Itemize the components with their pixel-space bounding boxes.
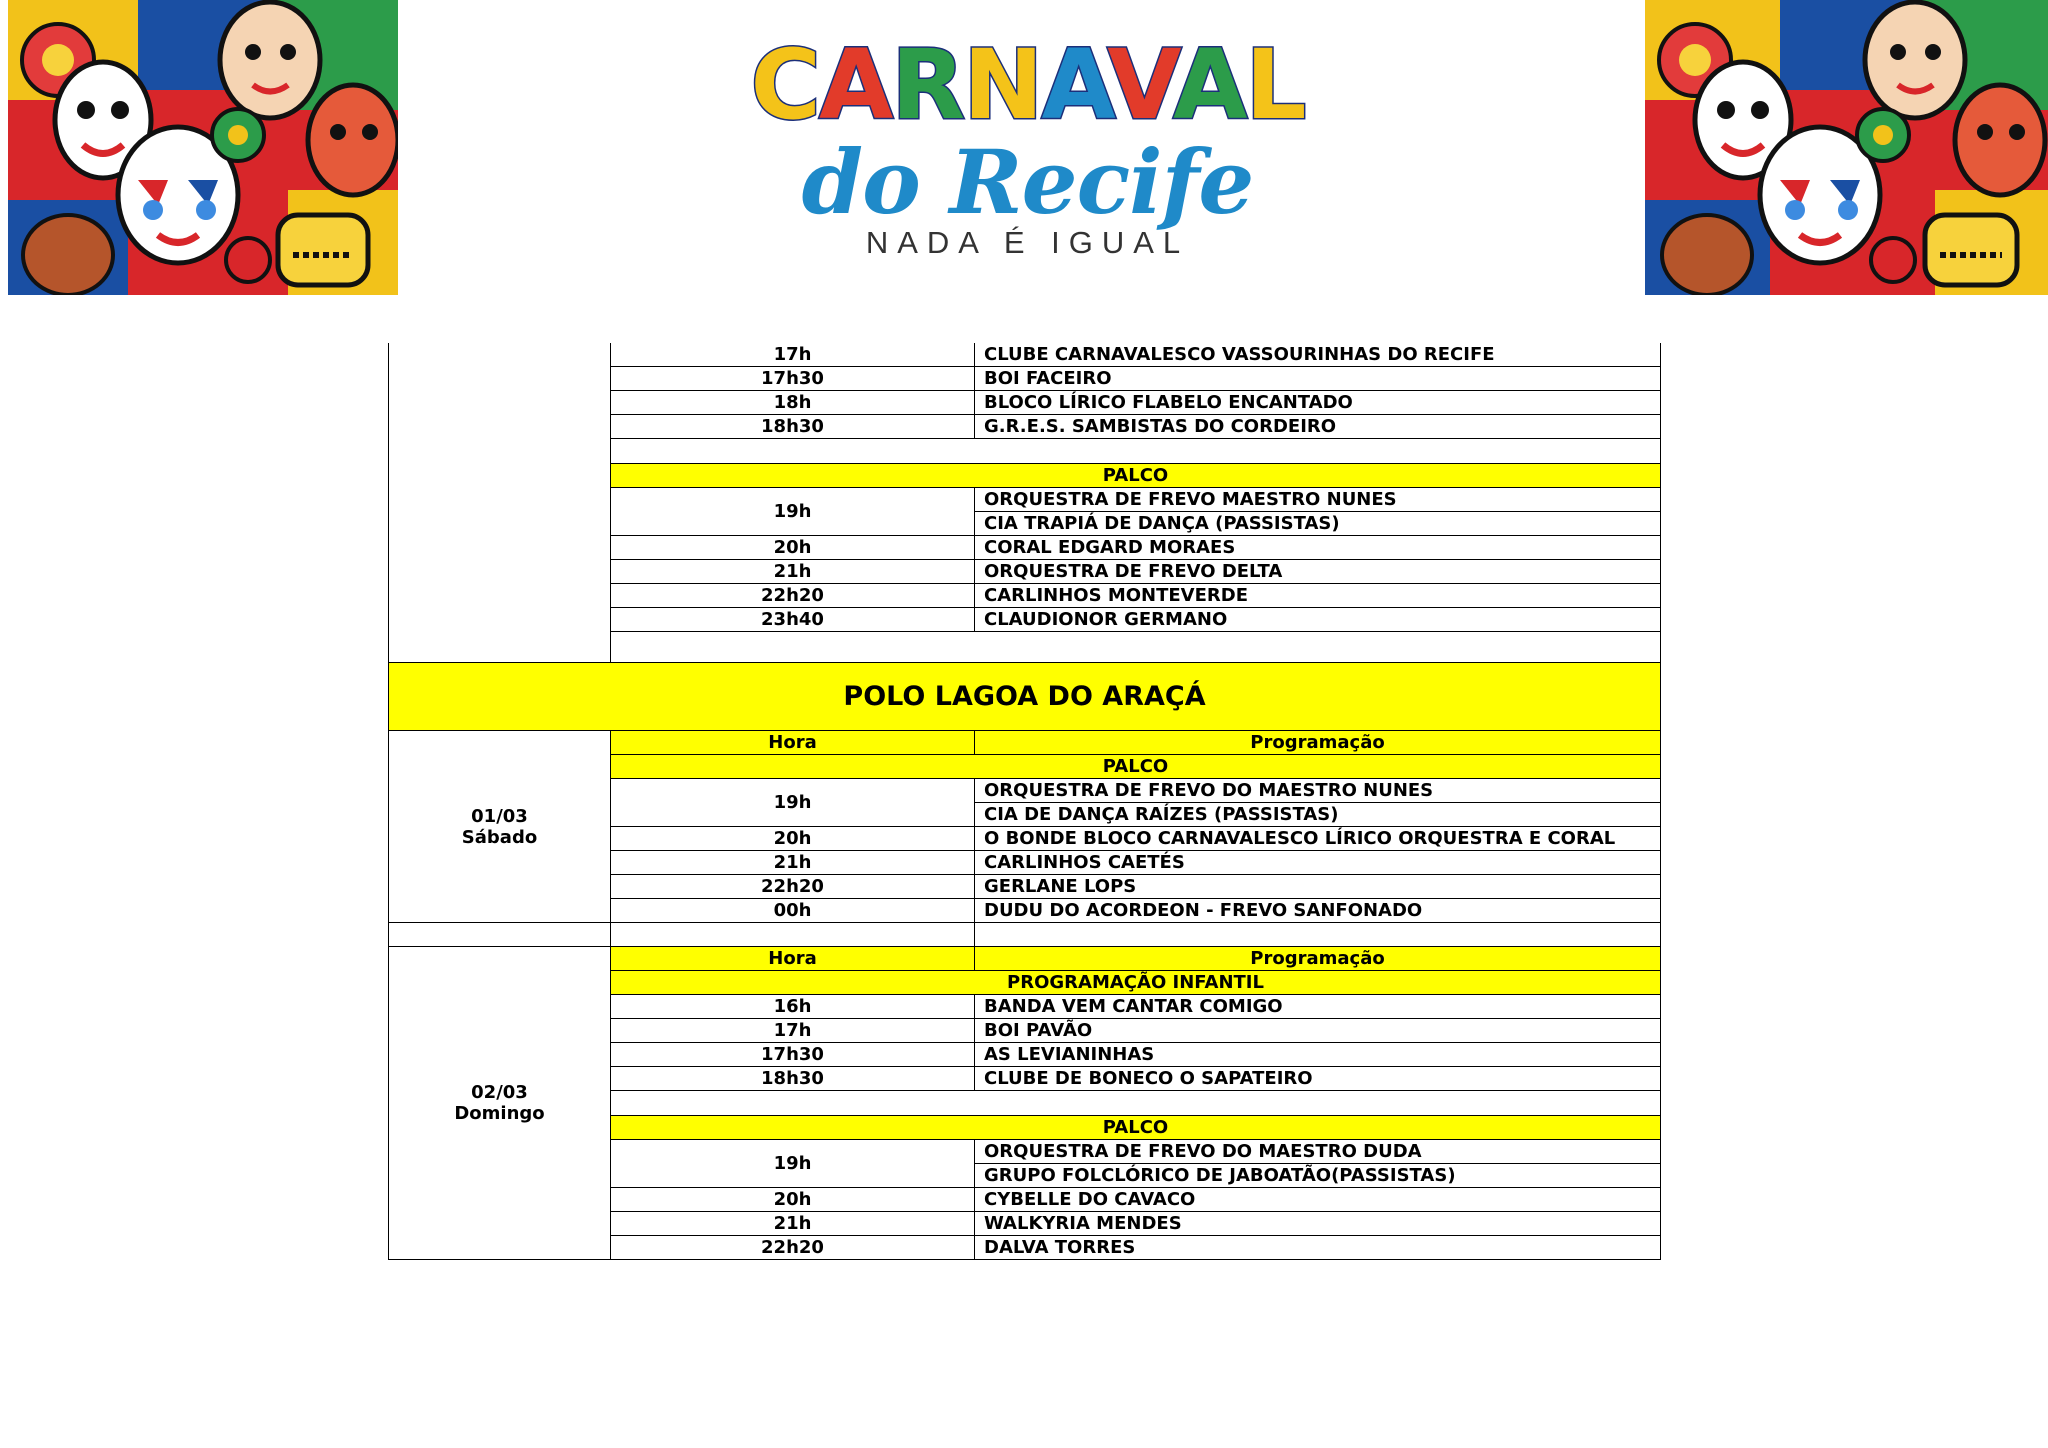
hour-cell: 23h40 (611, 608, 975, 632)
hour-cell: 00h (611, 899, 975, 923)
program-cell: CARLINHOS CAETÉS (975, 851, 1661, 875)
hour-cell: 18h30 (611, 415, 975, 439)
weekday-label: Domingo (454, 1103, 545, 1124)
logo-letter: A (818, 29, 892, 141)
spacer-cell (389, 923, 611, 947)
carnaval-logo (750, 29, 1305, 265)
palco-label: PALCO (611, 464, 1661, 488)
program-cell: ORQUESTRA DE FREVO DO MAESTRO NUNES (975, 779, 1661, 803)
logo-carnaval-word (750, 29, 1305, 141)
program-cell: ORQUESTRA DE FREVO DELTA (975, 560, 1661, 584)
hour-cell: 18h (611, 391, 975, 415)
carnival-art-right (1645, 0, 2048, 295)
date-cell (389, 731, 611, 923)
hour-cell: 19h (611, 488, 975, 536)
hour-cell: 21h (611, 560, 975, 584)
logo-letter: C (750, 29, 819, 141)
column-header-row (389, 731, 1661, 755)
program-cell: BOI FACEIRO (975, 367, 1661, 391)
hour-cell: 22h20 (611, 584, 975, 608)
hora-header: Hora (611, 731, 975, 755)
hour-cell: 20h (611, 536, 975, 560)
hour-cell: 21h (611, 851, 975, 875)
spacer-row (389, 923, 1661, 947)
schedule-table (388, 343, 1660, 1260)
program-cell: CLUBE CARNAVALESCO VASSOURINHAS DO RECIFE (975, 343, 1661, 367)
hour-cell: 17h30 (611, 1043, 975, 1067)
logo-recife-text: do Recife (801, 130, 1254, 234)
hour-cell: 20h (611, 1188, 975, 1212)
program-cell: G.R.E.S. SAMBISTAS DO CORDEIRO (975, 415, 1661, 439)
hour-cell: 19h (611, 1140, 975, 1188)
hour-cell: 16h (611, 995, 975, 1019)
palco-label: PALCO (611, 755, 1661, 779)
logo-letter: A (1041, 29, 1108, 141)
program-cell: CARLINHOS MONTEVERDE (975, 584, 1661, 608)
table-row (389, 343, 1661, 367)
hour-cell: 22h20 (611, 875, 975, 899)
program-cell: CIA DE DANÇA RAÍZES (PASSISTAS) (975, 803, 1661, 827)
polo-title: POLO LAGOA DO ARAÇÁ (389, 663, 1661, 731)
program-cell: CLUBE DE BONECO O SAPATEIRO (975, 1067, 1661, 1091)
weekday-label: Sábado (461, 826, 538, 848)
program-cell: O BONDE BLOCO CARNAVALESCO LÍRICO ORQUESTRA E CORAL (975, 827, 1661, 851)
date-label: 01/03 (471, 805, 528, 827)
logo-letter: L (1245, 29, 1305, 141)
program-cell: DALVA TORRES (975, 1236, 1661, 1260)
logo-letter: R (891, 29, 964, 141)
logo-letter: A (1173, 29, 1246, 141)
program-cell: WALKYRIA MENDES (975, 1212, 1661, 1236)
spacer-cell (611, 632, 1661, 663)
program-cell: GERLANE LOPS (975, 875, 1661, 899)
column-header-row (389, 947, 1661, 971)
date-cell-empty (389, 343, 611, 663)
logo-tagline: NADA É IGUAL (865, 225, 1190, 260)
program-cell: CLAUDIONOR GERMANO (975, 608, 1661, 632)
palco-label: PALCO (611, 1116, 1661, 1140)
hour-cell: 17h (611, 1019, 975, 1043)
date-cell (389, 947, 611, 1260)
carnival-art-left (8, 0, 398, 295)
hora-header: Hora (611, 947, 975, 971)
spacer-cell (611, 439, 1661, 464)
logo-carnaval-text (750, 29, 1305, 141)
logo-letter: N (963, 29, 1042, 141)
date-label: 02/03 (471, 1082, 528, 1103)
program-cell: ORQUESTRA DE FREVO DO MAESTRO DUDA (975, 1140, 1661, 1164)
program-cell: CIA TRAPIÁ DE DANÇA (PASSISTAS) (975, 512, 1661, 536)
program-cell: AS LEVIANINHAS (975, 1043, 1661, 1067)
spacer-cell (611, 1091, 1661, 1116)
polo-title-row (389, 663, 1661, 731)
hour-cell: 17h30 (611, 367, 975, 391)
hour-cell: 18h30 (611, 1067, 975, 1091)
programacao-header: Programação (975, 947, 1661, 971)
program-cell: BLOCO LÍRICO FLABELO ENCANTADO (975, 391, 1661, 415)
hour-cell: 17h (611, 343, 975, 367)
hour-cell: 20h (611, 827, 975, 851)
logo-letter: V (1107, 29, 1174, 141)
program-cell: CORAL EDGARD MORAES (975, 536, 1661, 560)
programacao-header: Programação (975, 731, 1661, 755)
program-cell: GRUPO FOLCLÓRICO DE JABOATÃO(PASSISTAS) (975, 1164, 1661, 1188)
hour-cell: 22h20 (611, 1236, 975, 1260)
program-cell: BANDA VEM CANTAR COMIGO (975, 995, 1661, 1019)
program-cell: DUDU DO ACORDEON - FREVO SANFONADO (975, 899, 1661, 923)
hour-cell: 19h (611, 779, 975, 827)
hour-cell: 21h (611, 1212, 975, 1236)
program-cell: CYBELLE DO CAVACO (975, 1188, 1661, 1212)
spacer-cell (611, 923, 975, 947)
program-cell: ORQUESTRA DE FREVO MAESTRO NUNES (975, 488, 1661, 512)
program-cell: BOI PAVÃO (975, 1019, 1661, 1043)
spacer-cell (975, 923, 1661, 947)
infantil-label: PROGRAMAÇÃO INFANTIL (611, 971, 1661, 995)
